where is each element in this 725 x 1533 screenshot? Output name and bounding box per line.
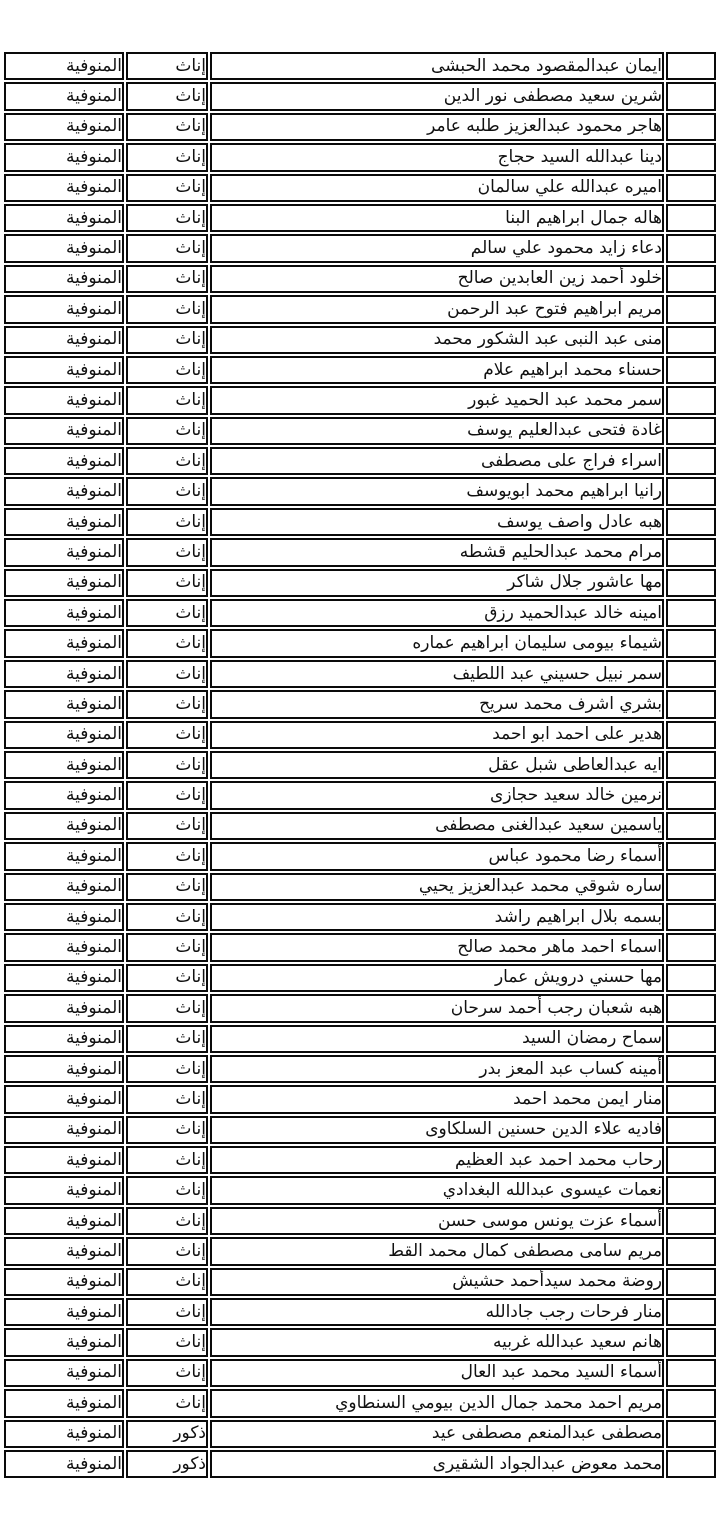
table-row xyxy=(4,812,716,840)
table-row xyxy=(4,629,716,657)
serial-cell xyxy=(666,1298,716,1326)
student-name-cell: هاجر محمود عبدالعزيز طلبه عامر xyxy=(210,113,664,141)
table-row xyxy=(4,599,716,627)
governorate-cell: المنوفية xyxy=(4,538,124,566)
serial-cell xyxy=(666,1328,716,1356)
governorate-cell: المنوفية xyxy=(4,933,124,961)
serial-cell xyxy=(666,1268,716,1296)
governorate-cell: المنوفية xyxy=(4,1146,124,1174)
governorate-cell: المنوفية xyxy=(4,295,124,323)
serial-cell xyxy=(666,1055,716,1083)
table-row xyxy=(4,1420,716,1448)
gender-cell: إناث xyxy=(126,599,208,627)
governorate-cell: المنوفية xyxy=(4,234,124,262)
governorate-cell: المنوفية xyxy=(4,1420,124,1448)
governorate-cell: المنوفية xyxy=(4,1450,124,1478)
governorate-cell: المنوفية xyxy=(4,326,124,354)
table-row xyxy=(4,1268,716,1296)
serial-cell xyxy=(666,234,716,262)
table-row xyxy=(4,417,716,445)
gender-cell: إناث xyxy=(126,1298,208,1326)
governorate-cell: المنوفية xyxy=(4,903,124,931)
table-row xyxy=(4,933,716,961)
student-name-cell: منار فرحات رجب جادالله xyxy=(210,1298,664,1326)
student-name-cell: ساره شوقي محمد عبدالعزيز يحيي xyxy=(210,873,664,901)
governorate-cell: المنوفية xyxy=(4,1055,124,1083)
governorate-cell: المنوفية xyxy=(4,204,124,232)
table-row xyxy=(4,295,716,323)
table-row xyxy=(4,1328,716,1356)
table-row xyxy=(4,1298,716,1326)
student-name-cell: هبه عادل واصف يوسف xyxy=(210,508,664,536)
serial-cell xyxy=(666,265,716,293)
student-name-cell: امينه خالد عبدالحميد رزق xyxy=(210,599,664,627)
student-name-cell: ياسمين سعيد عبدالغنى مصطفى xyxy=(210,812,664,840)
governorate-cell: المنوفية xyxy=(4,1298,124,1326)
student-name-cell: حسناء محمد ابراهيم علام xyxy=(210,356,664,384)
student-name-cell: بسمه بلال ابراهيم راشد xyxy=(210,903,664,931)
serial-cell xyxy=(666,629,716,657)
gender-cell: إناث xyxy=(126,447,208,475)
table-row xyxy=(4,1359,716,1387)
governorate-cell: المنوفية xyxy=(4,82,124,110)
serial-cell xyxy=(666,660,716,688)
gender-cell: إناث xyxy=(126,1237,208,1265)
student-name-cell: أسماء رضا محمود عباس xyxy=(210,842,664,870)
student-name-cell: هانم سعيد عبدالله غربيه xyxy=(210,1328,664,1356)
serial-cell xyxy=(666,386,716,414)
table-row xyxy=(4,751,716,779)
table-row xyxy=(4,204,716,232)
student-name-cell: أسماء عزت يونس موسى حسن xyxy=(210,1207,664,1235)
gender-cell: إناث xyxy=(126,82,208,110)
serial-cell xyxy=(666,477,716,505)
gender-cell: إناث xyxy=(126,964,208,992)
student-name-cell: سمر نبيل حسيني عبد اللطيف xyxy=(210,660,664,688)
student-name-cell: اسراء فراج على مصطفى xyxy=(210,447,664,475)
governorate-cell: المنوفية xyxy=(4,1237,124,1265)
gender-cell: إناث xyxy=(126,873,208,901)
serial-cell xyxy=(666,356,716,384)
table-row xyxy=(4,1085,716,1113)
gender-cell: إناث xyxy=(126,52,208,80)
table-row xyxy=(4,1116,716,1144)
table-row xyxy=(4,1389,716,1417)
serial-cell xyxy=(666,933,716,961)
governorate-cell: المنوفية xyxy=(4,721,124,749)
gender-cell: إناث xyxy=(126,933,208,961)
serial-cell xyxy=(666,1176,716,1204)
governorate-cell: المنوفية xyxy=(4,1389,124,1417)
governorate-cell: المنوفية xyxy=(4,812,124,840)
gender-cell: إناث xyxy=(126,508,208,536)
table-row xyxy=(4,1237,716,1265)
table-row xyxy=(4,386,716,414)
governorate-cell: المنوفية xyxy=(4,599,124,627)
serial-cell xyxy=(666,751,716,779)
student-name-cell: روضة محمد سيدأحمد حشيش xyxy=(210,1268,664,1296)
student-name-cell: محمد معوض عبدالجواد الشقيرى xyxy=(210,1450,664,1478)
student-name-cell: مريم احمد محمد جمال الدين بيومي السنطاوي xyxy=(210,1389,664,1417)
serial-cell xyxy=(666,447,716,475)
student-name-cell: ايمان عبدالمقصود محمد الحبشى xyxy=(210,52,664,80)
serial-cell xyxy=(666,1420,716,1448)
table-row xyxy=(4,1176,716,1204)
governorate-cell: المنوفية xyxy=(4,690,124,718)
serial-cell xyxy=(666,1450,716,1478)
serial-cell xyxy=(666,1116,716,1144)
student-name-cell: سمر محمد عبد الحميد غبور xyxy=(210,386,664,414)
student-name-cell: مرام محمد عبدالحليم قشطه xyxy=(210,538,664,566)
table-row xyxy=(4,538,716,566)
table-row xyxy=(4,569,716,597)
serial-cell xyxy=(666,569,716,597)
table-row xyxy=(4,1025,716,1053)
serial-cell xyxy=(666,52,716,80)
gender-cell: إناث xyxy=(126,569,208,597)
gender-cell: إناث xyxy=(126,143,208,171)
serial-cell xyxy=(666,964,716,992)
table-row xyxy=(4,265,716,293)
governorate-cell: المنوفية xyxy=(4,477,124,505)
serial-cell xyxy=(666,1146,716,1174)
serial-cell xyxy=(666,781,716,809)
governorate-cell: المنوفية xyxy=(4,143,124,171)
student-name-cell: مريم سامى مصطفى كمال محمد القط xyxy=(210,1237,664,1265)
gender-cell: إناث xyxy=(126,1025,208,1053)
gender-cell: إناث xyxy=(126,386,208,414)
gender-cell: إناث xyxy=(126,174,208,202)
student-name-cell: ايه عبدالعاطى شبل عقل xyxy=(210,751,664,779)
governorate-cell: المنوفية xyxy=(4,1025,124,1053)
gender-cell: إناث xyxy=(126,1116,208,1144)
serial-cell xyxy=(666,599,716,627)
table-row xyxy=(4,508,716,536)
governorate-cell: المنوفية xyxy=(4,417,124,445)
governorate-cell: المنوفية xyxy=(4,265,124,293)
table-row xyxy=(4,82,716,110)
serial-cell xyxy=(666,1359,716,1387)
governorate-cell: المنوفية xyxy=(4,1116,124,1144)
table-row xyxy=(4,234,716,262)
gender-cell: إناث xyxy=(126,721,208,749)
table-row xyxy=(4,994,716,1022)
table-row xyxy=(4,660,716,688)
gender-cell: إناث xyxy=(126,204,208,232)
serial-cell xyxy=(666,538,716,566)
gender-cell: إناث xyxy=(126,994,208,1022)
student-name-cell: اسماء احمد ماهر محمد صالح xyxy=(210,933,664,961)
table-row xyxy=(4,964,716,992)
student-name-cell: هبه شعبان رجب أحمد سرحان xyxy=(210,994,664,1022)
serial-cell xyxy=(666,1237,716,1265)
names-roster-table xyxy=(2,50,718,1480)
table-row xyxy=(4,781,716,809)
student-name-cell: سماح رمضان السيد xyxy=(210,1025,664,1053)
gender-cell: إناث xyxy=(126,903,208,931)
table-row xyxy=(4,690,716,718)
gender-cell: إناث xyxy=(126,690,208,718)
table-row xyxy=(4,1055,716,1083)
governorate-cell: المنوفية xyxy=(4,174,124,202)
student-name-cell: منار ايمن محمد احمد xyxy=(210,1085,664,1113)
governorate-cell: المنوفية xyxy=(4,1359,124,1387)
student-name-cell: بشري اشرف محمد سريح xyxy=(210,690,664,718)
gender-cell: إناث xyxy=(126,477,208,505)
table-row xyxy=(4,356,716,384)
governorate-cell: المنوفية xyxy=(4,751,124,779)
student-name-cell: غادة فتحى عبدالعليم يوسف xyxy=(210,417,664,445)
gender-cell: إناث xyxy=(126,1207,208,1235)
governorate-cell: المنوفية xyxy=(4,873,124,901)
student-name-cell: مريم ابراهيم فتوح عبد الرحمن xyxy=(210,295,664,323)
serial-cell xyxy=(666,690,716,718)
gender-cell: إناث xyxy=(126,751,208,779)
governorate-cell: المنوفية xyxy=(4,569,124,597)
gender-cell: ذكور xyxy=(126,1450,208,1478)
student-name-cell: مها عاشور جلال شاكر xyxy=(210,569,664,597)
governorate-cell: المنوفية xyxy=(4,113,124,141)
student-name-cell: شرين سعيد مصطفى نور الدين xyxy=(210,82,664,110)
gender-cell: إناث xyxy=(126,356,208,384)
student-name-cell: نرمين خالد سعيد حجازى xyxy=(210,781,664,809)
gender-cell: ذكور xyxy=(126,1420,208,1448)
governorate-cell: المنوفية xyxy=(4,508,124,536)
gender-cell: إناث xyxy=(126,1146,208,1174)
serial-cell xyxy=(666,113,716,141)
gender-cell: إناث xyxy=(126,265,208,293)
table-row xyxy=(4,1450,716,1478)
governorate-cell: المنوفية xyxy=(4,629,124,657)
table-row xyxy=(4,1146,716,1174)
serial-cell xyxy=(666,994,716,1022)
student-name-cell: هدير على احمد ابو احمد xyxy=(210,721,664,749)
governorate-cell: المنوفية xyxy=(4,1207,124,1235)
student-name-cell: خلود أحمد زين العابدين صالح xyxy=(210,265,664,293)
governorate-cell: المنوفية xyxy=(4,356,124,384)
serial-cell xyxy=(666,1389,716,1417)
serial-cell xyxy=(666,82,716,110)
gender-cell: إناث xyxy=(126,1055,208,1083)
serial-cell xyxy=(666,326,716,354)
serial-cell xyxy=(666,417,716,445)
student-name-cell: أسماء السيد محمد عبد العال xyxy=(210,1359,664,1387)
gender-cell: إناث xyxy=(126,812,208,840)
gender-cell: إناث xyxy=(126,417,208,445)
gender-cell: إناث xyxy=(126,1268,208,1296)
student-name-cell: مصطفى عبدالمنعم مصطفى عيد xyxy=(210,1420,664,1448)
student-name-cell: أمينه كساب عبد المعز بدر xyxy=(210,1055,664,1083)
table-row xyxy=(4,447,716,475)
table-row xyxy=(4,174,716,202)
governorate-cell: المنوفية xyxy=(4,1176,124,1204)
governorate-cell: المنوفية xyxy=(4,1268,124,1296)
serial-cell xyxy=(666,1207,716,1235)
table-row xyxy=(4,326,716,354)
governorate-cell: المنوفية xyxy=(4,994,124,1022)
student-name-cell: رانيا ابراهيم محمد ابويوسف xyxy=(210,477,664,505)
gender-cell: إناث xyxy=(126,1389,208,1417)
table-row xyxy=(4,113,716,141)
student-name-cell: شيماء بيومى سليمان ابراهيم عماره xyxy=(210,629,664,657)
student-name-cell: منى عبد النبى عبد الشكور محمد xyxy=(210,326,664,354)
serial-cell xyxy=(666,903,716,931)
serial-cell xyxy=(666,842,716,870)
table-row xyxy=(4,477,716,505)
governorate-cell: المنوفية xyxy=(4,964,124,992)
serial-cell xyxy=(666,873,716,901)
student-name-cell: دعاء زايد محمود علي سالم xyxy=(210,234,664,262)
table-row xyxy=(4,721,716,749)
gender-cell: إناث xyxy=(126,660,208,688)
gender-cell: إناث xyxy=(126,781,208,809)
serial-cell xyxy=(666,721,716,749)
gender-cell: إناث xyxy=(126,1176,208,1204)
student-name-cell: نعمات عيسوى عبدالله البغدادي xyxy=(210,1176,664,1204)
serial-cell xyxy=(666,508,716,536)
serial-cell xyxy=(666,812,716,840)
gender-cell: إناث xyxy=(126,1359,208,1387)
student-name-cell: رحاب محمد احمد عبد العظيم xyxy=(210,1146,664,1174)
table-row xyxy=(4,842,716,870)
serial-cell xyxy=(666,295,716,323)
student-name-cell: هاله جمال ابراهيم البنا xyxy=(210,204,664,232)
table-row xyxy=(4,873,716,901)
governorate-cell: المنوفية xyxy=(4,660,124,688)
table-row xyxy=(4,143,716,171)
serial-cell xyxy=(666,143,716,171)
gender-cell: إناث xyxy=(126,113,208,141)
student-name-cell: مها حسني درويش عمار xyxy=(210,964,664,992)
serial-cell xyxy=(666,204,716,232)
governorate-cell: المنوفية xyxy=(4,1328,124,1356)
names-roster-body xyxy=(4,52,716,1478)
gender-cell: إناث xyxy=(126,629,208,657)
serial-cell xyxy=(666,174,716,202)
student-name-cell: فاديه علاء الدين حسنين السلكاوى xyxy=(210,1116,664,1144)
governorate-cell: المنوفية xyxy=(4,386,124,414)
gender-cell: إناث xyxy=(126,842,208,870)
governorate-cell: المنوفية xyxy=(4,1085,124,1113)
table-row xyxy=(4,52,716,80)
gender-cell: إناث xyxy=(126,538,208,566)
student-name-cell: دينا عبدالله السيد حجاج xyxy=(210,143,664,171)
gender-cell: إناث xyxy=(126,295,208,323)
serial-cell xyxy=(666,1025,716,1053)
governorate-cell: المنوفية xyxy=(4,447,124,475)
student-name-cell: اميره عبدالله علي سالمان xyxy=(210,174,664,202)
gender-cell: إناث xyxy=(126,234,208,262)
table-row xyxy=(4,1207,716,1235)
gender-cell: إناث xyxy=(126,1328,208,1356)
serial-cell xyxy=(666,1085,716,1113)
table-row xyxy=(4,903,716,931)
gender-cell: إناث xyxy=(126,326,208,354)
governorate-cell: المنوفية xyxy=(4,52,124,80)
governorate-cell: المنوفية xyxy=(4,842,124,870)
governorate-cell: المنوفية xyxy=(4,781,124,809)
gender-cell: إناث xyxy=(126,1085,208,1113)
